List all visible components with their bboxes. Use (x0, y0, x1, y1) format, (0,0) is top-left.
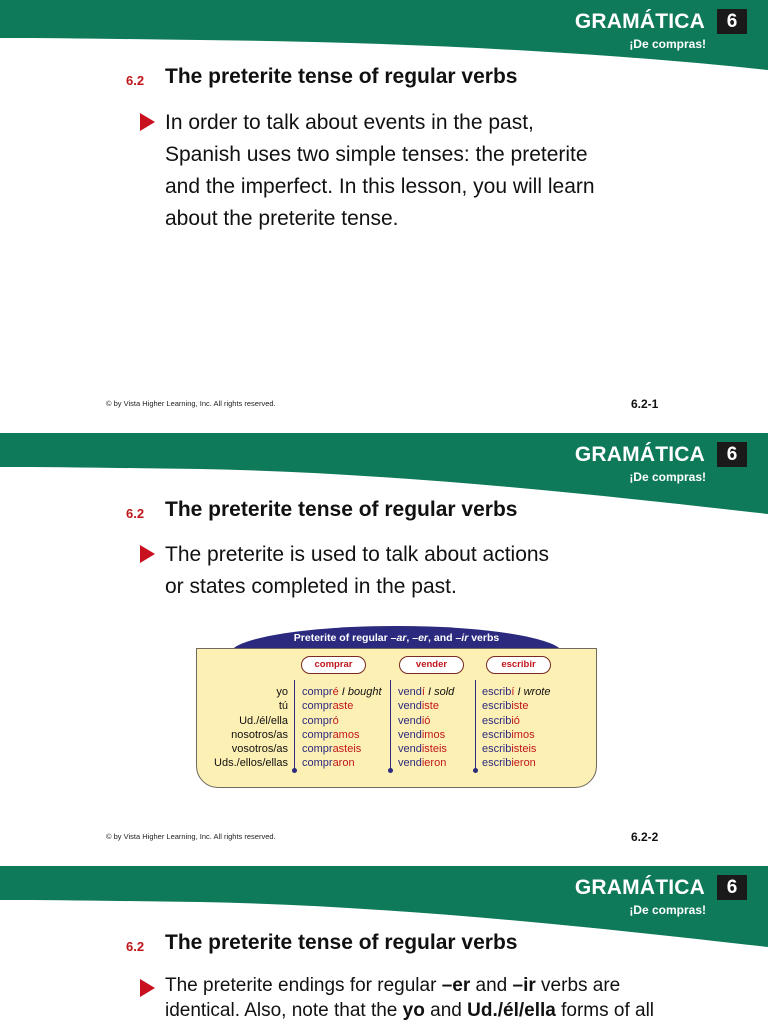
section-title: The preterite tense of regular verbs (165, 931, 518, 954)
section-title: The preterite tense of regular verbs (165, 65, 518, 88)
verb-form: escribí I wrote (482, 686, 551, 698)
bullet-line: The preterite endings for regular –er and –ir verbs are (165, 975, 621, 996)
pronoun: Uds./ellos/ellas (214, 757, 288, 770)
verb-form: vendí I sold (398, 686, 455, 698)
verb-form: compraste (302, 700, 354, 713)
pronoun: tú (278, 700, 288, 713)
verb-form: vendisteis (398, 743, 447, 756)
table-title-sep: , and (428, 632, 456, 644)
header-title: GRAMÁTICA (574, 876, 705, 899)
column-divider-dot (292, 768, 297, 773)
bullet-line: The preterite is used to talk about actions (165, 543, 550, 566)
slide-2 (0, 433, 768, 866)
verb-form: vendió (398, 714, 431, 727)
bullet-triangle-icon (140, 545, 155, 563)
copyright: © by Vista Higher Learning, Inc. All rights reserved. (106, 832, 276, 841)
column-divider-dot (388, 768, 393, 773)
chapter-number-badge: 6 (717, 875, 747, 900)
escribir-column (482, 685, 550, 771)
table-title-sep: , (406, 632, 413, 644)
header-title: GRAMÁTICA (574, 10, 705, 33)
table-title (230, 632, 563, 644)
verb-form: compramos (302, 728, 360, 741)
page-number: 6.2-2 (631, 830, 659, 844)
pronoun-column (196, 685, 288, 771)
verb-form: comprasteis (302, 743, 362, 756)
column-divider (390, 680, 391, 770)
header-title: GRAMÁTICA (574, 443, 705, 466)
column-divider (294, 680, 295, 770)
pronoun: vosotros/as (231, 743, 288, 756)
column-divider (475, 680, 476, 770)
verb-form: compré I bought (302, 686, 382, 698)
table-title-text: Preterite of regular (293, 632, 391, 644)
bullet-triangle-icon (140, 113, 155, 131)
verb-form: compró (302, 714, 339, 727)
pronoun: nosotros/as (231, 728, 288, 741)
bullet-line: and the imperfect. In this lesson, you will learn (165, 175, 595, 198)
table-title-er: –er (412, 632, 429, 644)
comprar-column (302, 685, 382, 771)
header-subtitle: ¡De compras! (629, 37, 706, 51)
verb-form: vendieron (398, 757, 447, 770)
pronoun: yo (276, 686, 288, 698)
column-header-comprar: comprar (301, 656, 366, 674)
verb-form: escribisteis (482, 743, 537, 756)
bullet-text (165, 107, 595, 235)
slide-3 (0, 866, 768, 1024)
copyright: © by Vista Higher Learning, Inc. All rights reserved. (106, 399, 276, 408)
chapter-number-badge: 6 (717, 9, 747, 34)
table-title-text: verbs (468, 632, 500, 644)
bullet-triangle-icon (140, 979, 155, 997)
verb-form: compraron (302, 757, 355, 770)
column-header-vender: vender (399, 656, 464, 674)
pronoun: Ud./él/ella (239, 714, 288, 727)
vender-column (398, 685, 454, 771)
section-title: The preterite tense of regular verbs (165, 498, 518, 521)
header-subtitle: ¡De compras! (629, 470, 706, 484)
verb-form: escribiste (482, 700, 529, 713)
page-number: 6.2-1 (631, 397, 659, 411)
table-title-ir: –ir (455, 632, 469, 644)
bullet-line: or states completed in the past. (165, 575, 457, 598)
section-number: 6.2 (126, 73, 145, 88)
chapter-number-badge: 6 (717, 442, 747, 467)
slide-1 (0, 0, 768, 433)
table-title-ar: –ar (390, 632, 407, 644)
section-number: 6.2 (126, 939, 145, 954)
section-number: 6.2 (126, 506, 145, 521)
column-divider-dot (473, 768, 478, 773)
verb-form: escribieron (482, 757, 536, 770)
verb-form: vendiste (398, 700, 439, 713)
bullet-text (165, 539, 549, 603)
verb-form: escribió (482, 714, 520, 727)
bullet-line: Spanish uses two simple tenses: the preterite (165, 143, 588, 166)
column-header-escribir: escribir (486, 656, 551, 674)
bullet-line: In order to talk about events in the past, (165, 111, 534, 134)
bullet-line: identical. Also, note that the yo and Ud./él/ella forms of all (165, 1000, 655, 1021)
verb-form: vendimos (398, 728, 446, 741)
verb-form: escribimos (482, 728, 535, 741)
bullet-text (165, 973, 654, 1023)
header-subtitle: ¡De compras! (629, 903, 706, 917)
bullet-line: about the preterite tense. (165, 207, 399, 230)
